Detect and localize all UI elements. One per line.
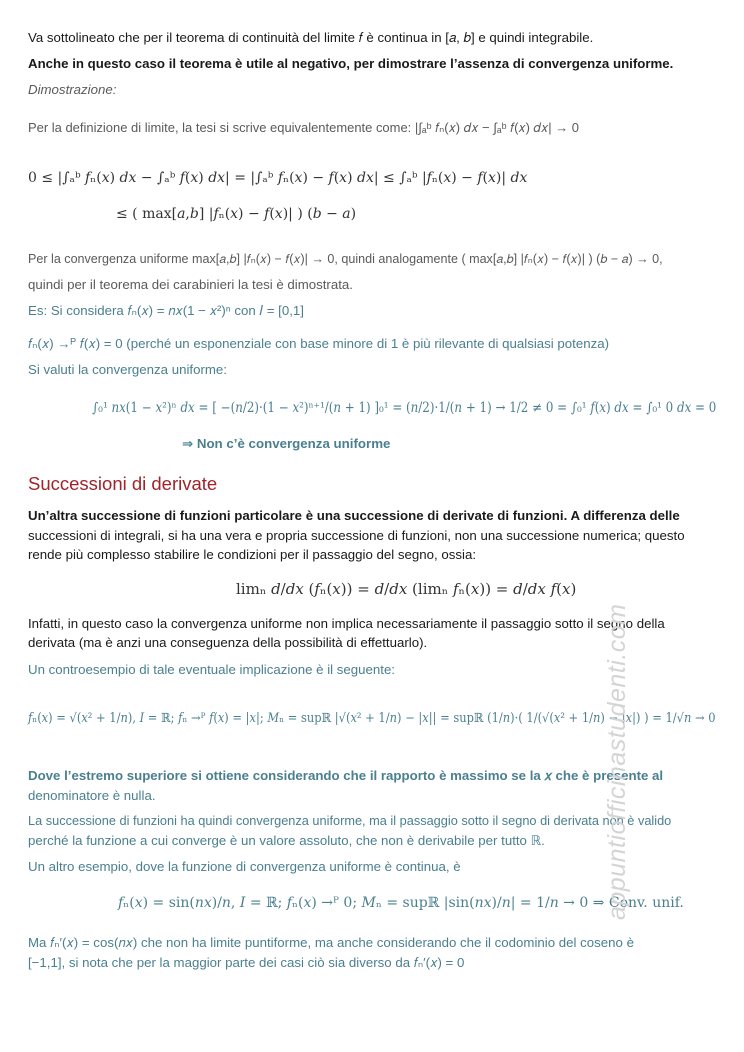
integral-equation: ∫₀¹ 𝑛𝑥(1 − 𝑥²)ⁿ 𝑑𝑥 = [ −(𝑛/2)·(1 − 𝑥²)ⁿ⁺¹/(𝑛 + 1) ]₀¹ = (𝑛/2)·1/(𝑛 + 1) → 1/2 ≠ 0 = ∫₀¹ 𝑓(𝑥) 𝑑𝑥 = ∫₀¹ 0 𝑑𝑥 = 0 — [92, 400, 717, 416]
site-watermark: appuntiofficinastudenti.com — [603, 603, 631, 920]
proof-intro: Per la definizione di limite, la tesi si scrive equivalentemente come: |∫ₐᵇ 𝑓ₙ(𝑥) 𝑑𝑥 − ∫ₐᵇ 𝑓(𝑥) 𝑑𝑥| → 0 — [28, 120, 580, 135]
section-para-5a: La successione di funzioni ha quindi convergenza uniforme, ma il passaggio sotto il segno di derivata non è valido — [28, 813, 672, 828]
section-heading: Successioni di derivate — [28, 473, 218, 494]
proof-label: Dimostrazione: — [28, 82, 117, 97]
pointwise-limit-line: 𝑓ₙ(𝑥) →ᴾ 𝑓(𝑥) = 0 (perché un esponenziale con base minore di 1 è più rilevante di qualsiasi potenza) — [28, 336, 610, 351]
counterexample-intro: Un controesempio di tale eventuale implicazione è il seguente: — [28, 662, 396, 677]
section-para-1a: Un’altra successione di funzioni particolare è una successione di derivate di funzioni. A differenza delle — [28, 508, 680, 523]
section-para-1c: rende più complesso stabilire le condizioni per il passaggio del segno, ossia: — [28, 547, 477, 562]
section-para-5b: perché la funzione a cui converge è un valore assoluto, che non è derivabile per tutto ℝ. — [28, 833, 545, 848]
section-para-2b: derivata (ma è anzi una conseguenza della possibilità di effettuarlo). — [28, 635, 428, 650]
proof-inequality: 0 ≤ |∫ₐᵇ 𝑓ₙ(𝑥) 𝑑𝑥 − ∫ₐᵇ 𝑓(𝑥) 𝑑𝑥| = |∫ₐᵇ 𝑓ₙ(𝑥) − 𝑓(𝑥) 𝑑𝑥| ≤ ∫ₐᵇ |𝑓ₙ(𝑥) − 𝑓(𝑥)| 𝑑𝑥 — [28, 170, 528, 186]
carabinieri-line: quindi per il teorema dei carabinieri la tesi è dimostrata. — [28, 277, 353, 292]
section-para-2a: Infatti, in questo caso la convergenza uniforme non implica necessariamente il passaggio sotto il segno della — [28, 616, 665, 631]
proof-bound: ≤ ( max[𝑎,𝑏] |𝑓ₙ(𝑥) − 𝑓(𝑥)| ) (𝑏 − 𝑎) — [116, 206, 357, 222]
section-para-6: Un altro esempio, dove la funzione di convergenza uniforme è continua, è — [28, 859, 461, 874]
sine-example-equation: 𝑓ₙ(𝑥) = sin(𝑛𝑥)/𝑛, 𝐼 = ℝ; 𝑓ₙ(𝑥) →ᴾ 0; 𝑀ₙ = supℝ |sin(𝑛𝑥)/𝑛| = 1/𝑛 → 0 ⇒ Conv. unif. — [118, 895, 684, 911]
intro-line-1: Va sottolineato che per il teorema di continuità del limite 𝑓 è continua in [𝑎, 𝑏] e quindi integrabile. — [28, 30, 594, 45]
derivative-limit-equation: limₙ 𝑑/𝑑𝑥 (𝑓ₙ(𝑥)) = 𝑑/𝑑𝑥 (limₙ 𝑓ₙ(𝑥)) = 𝑑/𝑑𝑥 𝑓(𝑥) — [236, 580, 577, 598]
counterexample-equation: 𝑓ₙ(𝑥) = √(𝑥² + 1/𝑛), 𝐼 = ℝ; 𝑓ₙ →ᴾ 𝑓(𝑥) = |𝑥|; 𝑀ₙ = supℝ |√(𝑥² + 1/𝑛) − |𝑥|| = supℝ (1/𝑛)·( 1/(√(𝑥² + 1/𝑛) − |𝑥|) ) = 1/√𝑛 → 0 — [28, 710, 716, 725]
example-intro: Es: Si considera 𝑓ₙ(𝑥) = 𝑛𝑥(1 − 𝑥²)ⁿ con 𝐼 = [0,1] — [28, 303, 304, 318]
section-para-4a: Dove l’estremo superiore si ottiene considerando che il rapporto è massimo se la 𝑥 che è presente al — [28, 768, 664, 783]
intro-line-2: Anche in questo caso il teorema è utile al negativo, per dimostrare l’assenza di convergenza uniforme. — [28, 56, 674, 71]
section-para-7a: Ma 𝑓ₙ′(𝑥) = cos(𝑛𝑥) che non ha limite puntiforme, ma anche considerando che il codominio del coseno è — [28, 935, 634, 950]
section-para-7b: [−1,1], si nota che per la maggior parte dei casi ciò sia diverso da 𝑓ₙ′(𝑥) = 0 — [28, 955, 465, 970]
uniform-convergence-line: Per la convergenza uniforme max[𝑎,𝑏] |𝑓ₙ(𝑥) − 𝑓(𝑥)| → 0, quindi analogamente ( max[𝑎,𝑏] |𝑓ₙ(𝑥) − 𝑓(𝑥)| ) (𝑏 − 𝑎) → 0, — [28, 252, 663, 266]
no-uniform-conclusion: ⇒ Non c’è convergenza uniforme — [182, 436, 391, 451]
evaluate-uniform-line: Si valuti la convergenza uniforme: — [28, 362, 227, 377]
section-para-1b: successioni di integrali, si ha una vera e propria successione di funzioni, non una successione numerica; questo — [28, 528, 685, 543]
section-para-4b: denominatore è nulla. — [28, 788, 156, 803]
